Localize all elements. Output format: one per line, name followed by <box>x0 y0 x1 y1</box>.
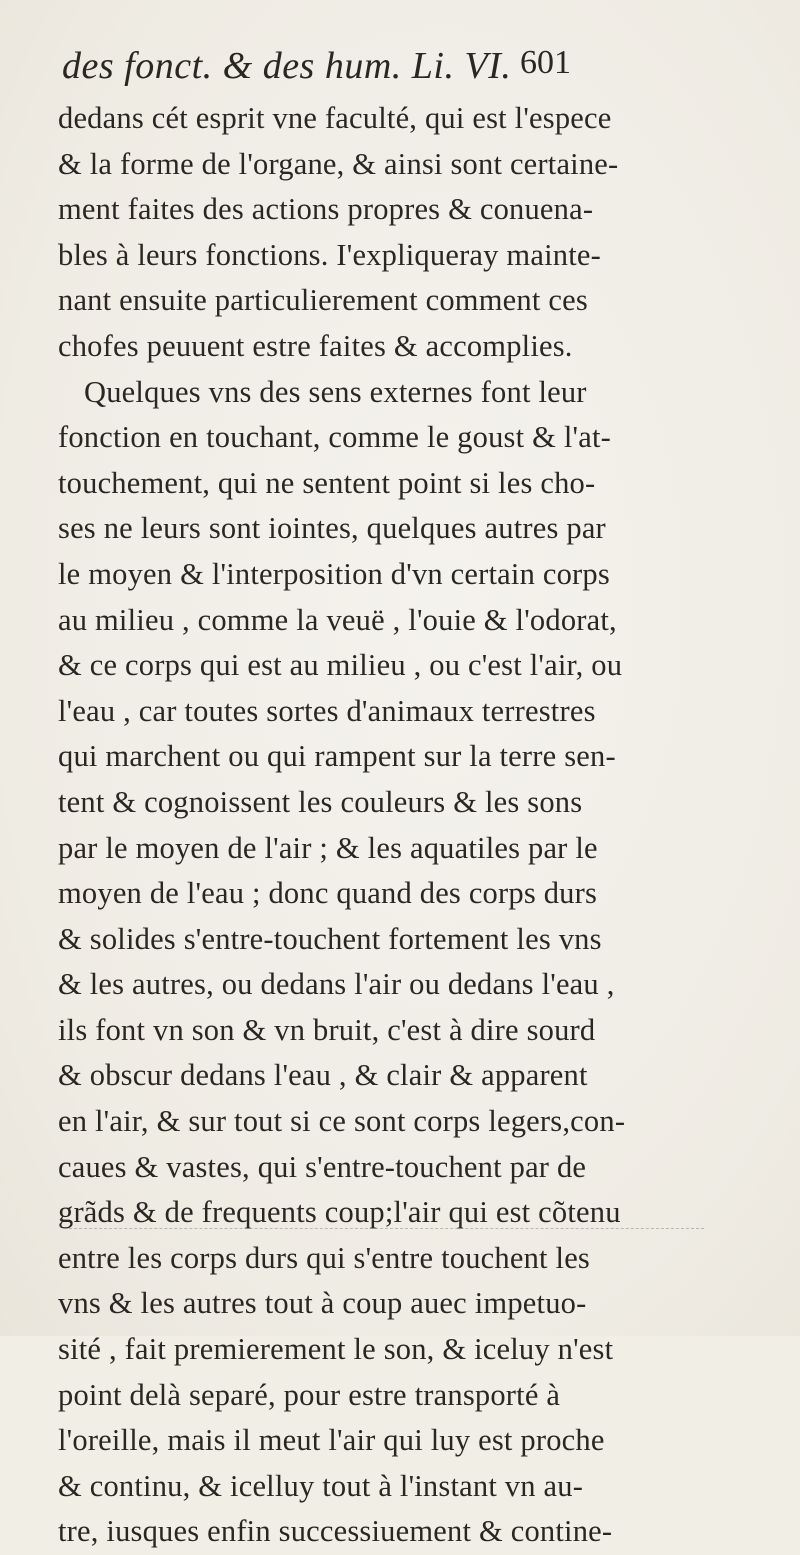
text-line: bles à leurs fonctions. I'expliqueray mainte- <box>58 237 601 272</box>
text-line: & les autres, ou dedans l'air ou dedans l'eau , <box>58 967 615 1002</box>
text-line: l'oreille, mais il meut l'air qui luy est proche <box>58 1423 605 1458</box>
text-line: caues & vastes, qui s'entre-touchent par de <box>58 1149 587 1184</box>
text-line: Quelques vns des sens externes font leur <box>84 374 587 409</box>
text-line: en l'air, & sur tout si ce sont corps legers,con- <box>58 1104 626 1139</box>
text-line: & continu, & icelluy tout à l'instant vn au- <box>58 1468 584 1503</box>
text-line: sité , fait premierement le son, & iceluy n'est <box>58 1332 614 1367</box>
page-number: 601 <box>520 44 571 81</box>
text-line: touchement, qui ne sentent point si les cho- <box>58 465 596 500</box>
text-line: entre les corps durs qui s'entre touchent les <box>58 1240 590 1275</box>
text-line: qui marchent ou qui rampent sur la terre sen- <box>58 739 616 774</box>
text-line: dedans cét esprit vne faculté, qui est l'espece <box>58 101 612 135</box>
text-line: vns & les autres tout à coup auec impetuo- <box>58 1286 587 1321</box>
page-header <box>62 38 742 98</box>
text-line: fonction en touchant, comme le goust & l'at- <box>58 420 611 455</box>
text-line: ses ne leurs sont iointes, quelques autres par <box>58 511 606 546</box>
running-head: des fonct. & des hum. Li. VI. <box>62 45 512 87</box>
text-line: point delà separé, pour estre transporté à <box>58 1377 561 1412</box>
text-line: nant ensuite particulierement comment ces <box>58 283 588 318</box>
text-line: chofes peuuent estre faites & accomplies. <box>58 328 573 363</box>
text-line: & obscur dedans l'eau , & clair & apparent <box>58 1058 588 1093</box>
text-line: grãds & de frequents coup;l'air qui est cõtenu <box>58 1195 621 1230</box>
text-line: le moyen & l'interposition d'vn certain corps <box>58 556 610 591</box>
text-line: ment faites des actions propres & conuena- <box>58 192 594 227</box>
body-text <box>58 96 748 1555</box>
text-line: tre, iusques enfin successiuement & contine- <box>58 1514 613 1549</box>
text-line: & ce corps qui est au milieu , ou c'est l'air, ou <box>58 648 623 683</box>
text-line: & la forme de l'organe, & ainsi sont certaine- <box>58 146 619 181</box>
text-line: moyen de l'eau ; donc quand des corps durs <box>58 876 598 911</box>
bottom-rule <box>64 1228 704 1229</box>
text-line: par le moyen de l'air ; & les aquatiles par le <box>58 830 598 865</box>
text-line: au milieu , comme la veuë , l'ouie & l'odorat, <box>58 602 617 637</box>
text-line: & solides s'entre-touchent fortement les vns <box>58 921 602 956</box>
text-line: ils font vn son & vn bruit, c'est à dire sourd <box>58 1012 596 1047</box>
text-line: tent & cognoissent les couleurs & les sons <box>58 784 583 819</box>
text-line: l'eau , car toutes sortes d'animaux terrestres <box>58 693 596 728</box>
